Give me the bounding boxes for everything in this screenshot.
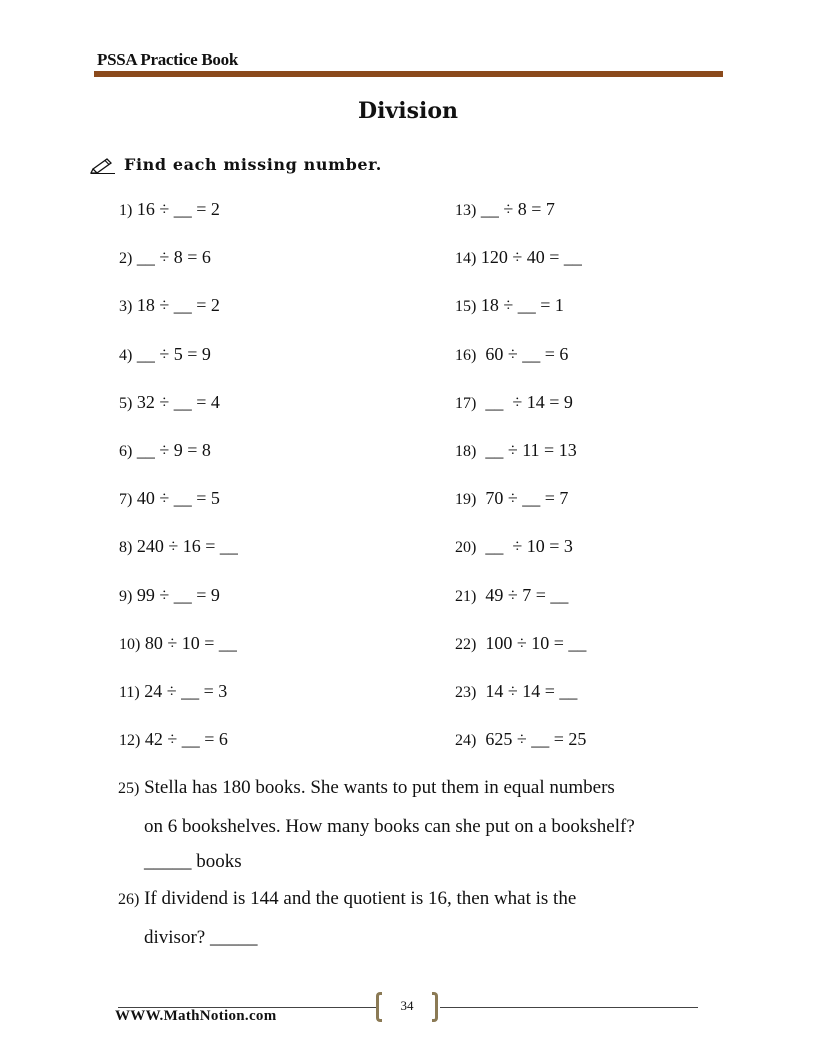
problem-number: 7): [119, 491, 133, 508]
problem-expression: 80 ÷ 10 = __: [140, 633, 237, 653]
word-problem-line: divisor? _____: [144, 927, 258, 948]
problem-number: 6): [119, 443, 133, 460]
problem-item: [455, 342, 568, 366]
problem-item: [119, 679, 227, 703]
problem-expression: __ ÷ 11 = 13: [476, 440, 577, 460]
page-number: 34: [400, 998, 414, 1013]
problem-number: 11): [119, 684, 140, 701]
problem-expression: 42 ÷ __ = 6: [140, 729, 228, 749]
problem-item: [119, 534, 238, 558]
problem-number: 18): [455, 443, 477, 460]
problem-expression: __ ÷ 9 = 8: [132, 440, 211, 460]
problem-number: 1): [119, 202, 133, 219]
problem-expression: __ ÷ 8 = 7: [476, 199, 555, 219]
problem-expression: 40 ÷ __ = 5: [132, 488, 220, 508]
problem-number: 21): [455, 588, 477, 605]
problem-item: [455, 438, 577, 462]
word-problem-line: on 6 bookshelves. How many books can she put on a bookshelf?: [144, 816, 635, 837]
problem-expression: 70 ÷ __ = 7: [476, 488, 569, 508]
problem-number: 12): [119, 732, 141, 749]
problem-number: 17): [455, 395, 477, 412]
problem-item: [119, 245, 211, 269]
problem-expression: 99 ÷ __ = 9: [132, 585, 220, 605]
problem-expression: 24 ÷ __ = 3: [139, 681, 228, 701]
problem-item: [119, 438, 211, 462]
word-problem-line: Stella has 180 books. She wants to put them in equal numbers: [139, 777, 615, 798]
problem-expression: 18 ÷ __ = 2: [132, 295, 220, 315]
problem-number: 4): [119, 347, 133, 364]
problem-expression: 60 ÷ __ = 6: [476, 344, 569, 364]
problem-item: [455, 293, 564, 317]
problem-expression: 240 ÷ 16 = __: [132, 536, 238, 556]
problem-item: [455, 679, 577, 703]
problem-item: [119, 727, 228, 751]
problem-number: 13): [455, 202, 477, 219]
problem-number: 16): [455, 347, 477, 364]
problem-expression: __ ÷ 5 = 9: [132, 344, 211, 364]
problem-item: [455, 534, 573, 558]
problem-number: 3): [119, 298, 133, 315]
instruction-text: Find each missing number.: [124, 155, 382, 174]
problem-number: 22): [455, 636, 477, 653]
page-number-bracket-right: [432, 992, 438, 1022]
problem-item: [119, 486, 220, 510]
word-problem-line: If dividend is 144 and the quotient is 16, then what is the: [139, 888, 577, 909]
problem-number: 19): [455, 491, 477, 508]
problem-item: [119, 293, 220, 317]
header-rule: [94, 71, 723, 77]
problem-number: 15): [455, 298, 477, 315]
page-title: Division: [358, 98, 458, 124]
problem-expression: 100 ÷ 10 = __: [476, 633, 587, 653]
problem-item: [119, 390, 220, 414]
problem-item: [455, 631, 586, 655]
problem-item: [455, 486, 568, 510]
problem-item: [455, 197, 555, 221]
problem-item: [455, 583, 568, 607]
problem-number: 10): [119, 636, 141, 653]
problem-expression: __ ÷ 10 = 3: [476, 536, 573, 556]
footer-url: WWW.MathNotion.com: [115, 1008, 277, 1024]
word-problem-answer-line: _____ books: [144, 851, 242, 872]
problem-number: 20): [455, 539, 477, 556]
problem-expression: 120 ÷ 40 = __: [476, 247, 582, 267]
problem-expression: 32 ÷ __ = 4: [132, 392, 220, 412]
problem-number: 8): [119, 539, 133, 556]
problem-item: [119, 583, 220, 607]
instruction: [90, 155, 382, 174]
problem-item: [455, 390, 573, 414]
problem-item: [119, 197, 220, 221]
word-problem-number: 26): [118, 891, 140, 908]
problem-item: [455, 245, 582, 269]
header-title: PSSA Practice Book: [97, 50, 238, 69]
problem-item: [119, 631, 237, 655]
problem-expression: 14 ÷ 14 = __: [476, 681, 578, 701]
problem-item: [455, 727, 586, 751]
problem-expression: __ ÷ 8 = 6: [132, 247, 211, 267]
problem-number: 2): [119, 250, 133, 267]
pencil-icon: [90, 156, 116, 174]
problem-expression: 18 ÷ __ = 1: [476, 295, 564, 315]
problem-number: 9): [119, 588, 133, 605]
word-problem-26: [118, 887, 576, 950]
problem-expression: 16 ÷ __ = 2: [132, 199, 220, 219]
problem-number: 23): [455, 684, 477, 701]
problem-expression: 49 ÷ 7 = __: [476, 585, 569, 605]
footer-rule-right: [440, 1007, 698, 1008]
word-problem-number: 25): [118, 780, 140, 797]
problem-expression: __ ÷ 14 = 9: [476, 392, 573, 412]
problem-number: 5): [119, 395, 133, 412]
problem-item: [119, 342, 211, 366]
word-problem-25: [118, 776, 635, 874]
problem-expression: 625 ÷ __ = 25: [476, 729, 587, 749]
problem-number: 14): [455, 250, 477, 267]
problem-number: 24): [455, 732, 477, 749]
